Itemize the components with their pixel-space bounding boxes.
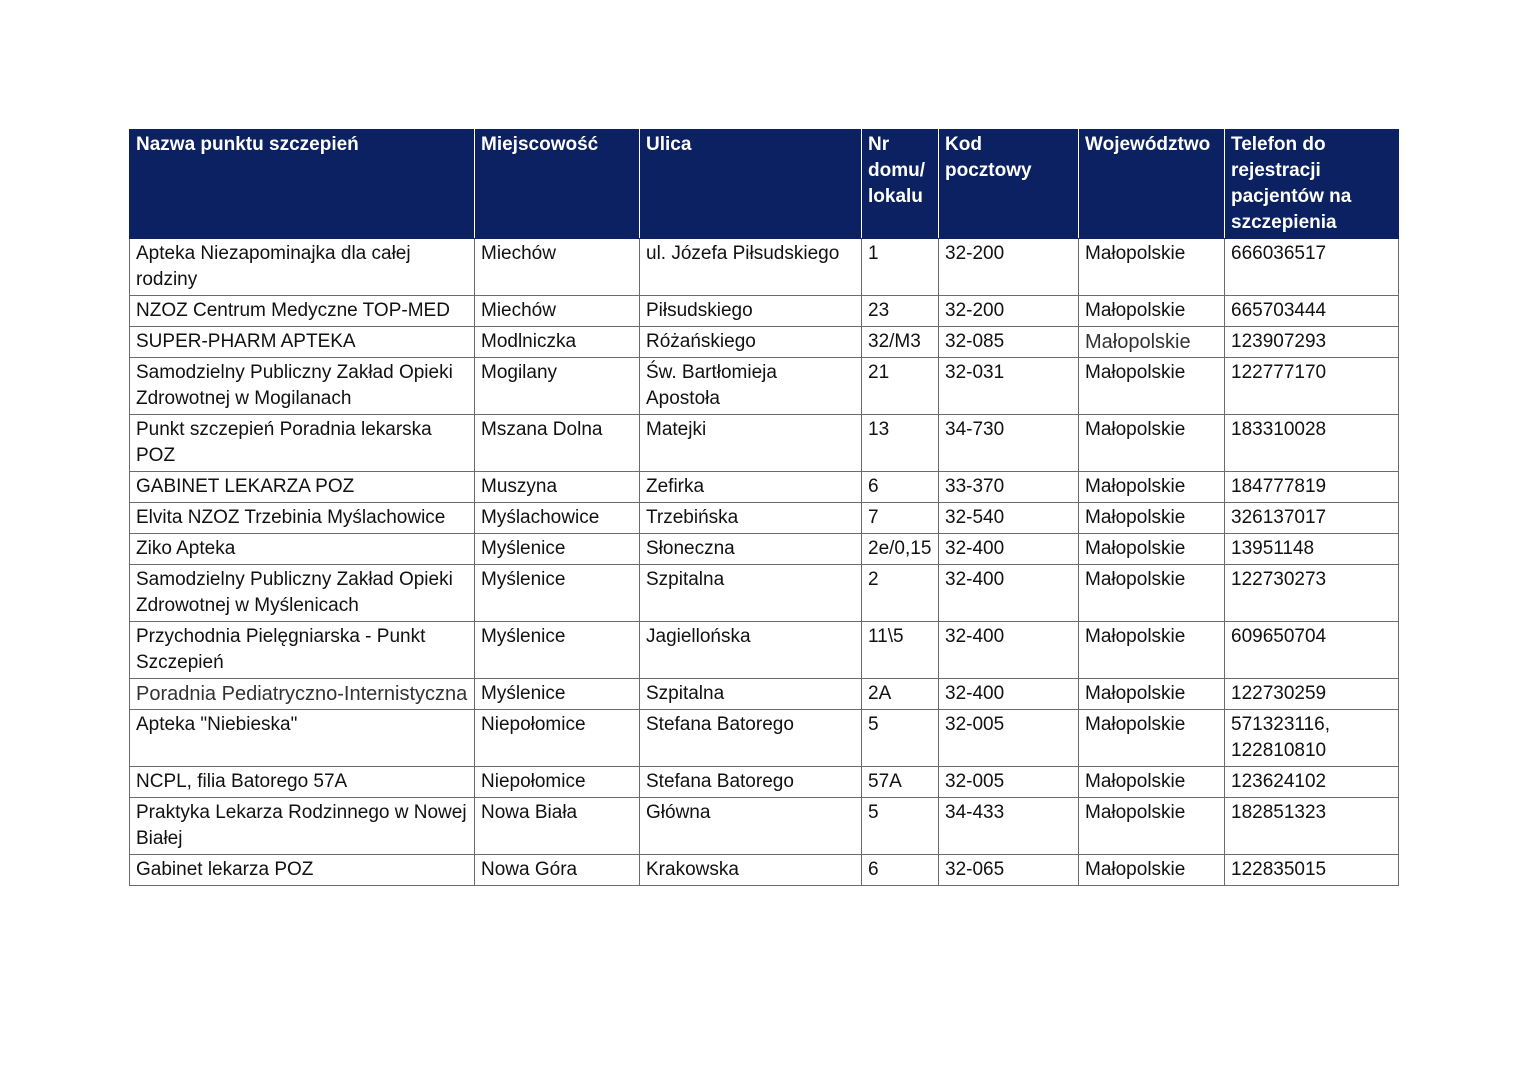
cell-town: Mszana Dolna	[475, 415, 640, 472]
header-row	[130, 130, 1399, 239]
table-row	[130, 710, 1399, 767]
cell-phone: 609650704	[1225, 622, 1399, 679]
cell-voivodeship: Małopolskie	[1079, 358, 1225, 415]
cell-town: Miechów	[475, 296, 640, 327]
cell-street: Matejki	[640, 415, 862, 472]
cell-voivodeship: Małopolskie	[1079, 503, 1225, 534]
cell-phone: 122730259	[1225, 679, 1399, 710]
cell-street: Różańskiego	[640, 327, 862, 358]
table-row	[130, 767, 1399, 798]
cell-house-number: 32/M3	[862, 327, 939, 358]
cell-postal-code: 32-540	[939, 503, 1079, 534]
table-row	[130, 239, 1399, 296]
cell-phone: 665703444	[1225, 296, 1399, 327]
table-row	[130, 415, 1399, 472]
cell-voivodeship: Małopolskie	[1079, 239, 1225, 296]
cell-phone: 182851323	[1225, 798, 1399, 855]
table-row	[130, 798, 1399, 855]
cell-house-number: 5	[862, 798, 939, 855]
cell-name: Ziko Apteka	[130, 534, 475, 565]
cell-house-number: 7	[862, 503, 939, 534]
cell-town: Mogilany	[475, 358, 640, 415]
cell-street: Św. Bartłomieja Apostoła	[640, 358, 862, 415]
cell-street: Stefana Batorego	[640, 710, 862, 767]
cell-street: Słoneczna	[640, 534, 862, 565]
cell-voivodeship: Małopolskie	[1079, 565, 1225, 622]
cell-house-number: 6	[862, 472, 939, 503]
table-row	[130, 358, 1399, 415]
cell-name: Samodzielny Publiczny Zakład Opieki Zdrowotnej w Mogilanach	[130, 358, 475, 415]
cell-phone: 13951148	[1225, 534, 1399, 565]
cell-voivodeship: Małopolskie	[1079, 855, 1225, 886]
cell-phone: 122777170	[1225, 358, 1399, 415]
cell-street: ul. Józefa Piłsudskiego	[640, 239, 862, 296]
cell-town: Miechów	[475, 239, 640, 296]
cell-postal-code: 34-433	[939, 798, 1079, 855]
cell-voivodeship: Małopolskie	[1079, 327, 1225, 358]
cell-town: Myślenice	[475, 622, 640, 679]
cell-house-number: 6	[862, 855, 939, 886]
cell-name: NCPL, filia Batorego 57A	[130, 767, 475, 798]
cell-postal-code: 32-400	[939, 565, 1079, 622]
cell-postal-code: 32-400	[939, 679, 1079, 710]
cell-house-number: 11\5	[862, 622, 939, 679]
cell-town: Muszyna	[475, 472, 640, 503]
cell-postal-code: 32-031	[939, 358, 1079, 415]
header-name: Nazwa punktu szczepień	[130, 130, 475, 239]
vaccination-sites-table	[129, 129, 1399, 886]
cell-name: Punkt szczepień Poradnia lekarska POZ	[130, 415, 475, 472]
cell-phone: 123907293	[1225, 327, 1399, 358]
cell-name: Przychodnia Pielęgniarska - Punkt Szczepień	[130, 622, 475, 679]
cell-house-number: 2e/0,15	[862, 534, 939, 565]
cell-town: Nowa Góra	[475, 855, 640, 886]
table-row	[130, 472, 1399, 503]
cell-phone: 571323116, 122810810	[1225, 710, 1399, 767]
cell-postal-code: 33-370	[939, 472, 1079, 503]
cell-house-number: 57A	[862, 767, 939, 798]
cell-house-number: 1	[862, 239, 939, 296]
cell-name: SUPER-PHARM APTEKA	[130, 327, 475, 358]
cell-voivodeship: Małopolskie	[1079, 679, 1225, 710]
cell-town: Nowa Biała	[475, 798, 640, 855]
cell-voivodeship: Małopolskie	[1079, 622, 1225, 679]
cell-postal-code: 32-200	[939, 296, 1079, 327]
cell-street: Jagiellońska	[640, 622, 862, 679]
cell-name: Samodzielny Publiczny Zakład Opieki Zdrowotnej w Myślenicach	[130, 565, 475, 622]
cell-street: Główna	[640, 798, 862, 855]
table-row	[130, 565, 1399, 622]
cell-name: NZOZ Centrum Medyczne TOP-MED	[130, 296, 475, 327]
cell-house-number: 13	[862, 415, 939, 472]
cell-voivodeship: Małopolskie	[1079, 415, 1225, 472]
cell-town: Myślenice	[475, 679, 640, 710]
cell-name: Elvita NZOZ Trzebinia Myślachowice	[130, 503, 475, 534]
cell-phone: 666036517	[1225, 239, 1399, 296]
cell-town: Niepołomice	[475, 767, 640, 798]
header-house-number: Nr domu/ lokalu	[862, 130, 939, 239]
cell-name: Praktyka Lekarza Rodzinnego w Nowej Białej	[130, 798, 475, 855]
cell-name: Apteka Niezapominajka dla całej rodziny	[130, 239, 475, 296]
cell-house-number: 2	[862, 565, 939, 622]
cell-postal-code: 34-730	[939, 415, 1079, 472]
cell-street: Piłsudskiego	[640, 296, 862, 327]
cell-phone: 184777819	[1225, 472, 1399, 503]
cell-postal-code: 32-400	[939, 622, 1079, 679]
cell-street: Szpitalna	[640, 565, 862, 622]
cell-voivodeship: Małopolskie	[1079, 296, 1225, 327]
cell-house-number: 2A	[862, 679, 939, 710]
cell-voivodeship: Małopolskie	[1079, 534, 1225, 565]
cell-voivodeship: Małopolskie	[1079, 798, 1225, 855]
table-row	[130, 503, 1399, 534]
cell-street: Zefirka	[640, 472, 862, 503]
cell-street: Szpitalna	[640, 679, 862, 710]
table-header	[130, 130, 1399, 239]
cell-phone: 123624102	[1225, 767, 1399, 798]
cell-phone: 183310028	[1225, 415, 1399, 472]
cell-house-number: 23	[862, 296, 939, 327]
cell-phone: 122835015	[1225, 855, 1399, 886]
cell-street: Krakowska	[640, 855, 862, 886]
cell-town: Myślenice	[475, 565, 640, 622]
table-row	[130, 296, 1399, 327]
cell-town: Niepołomice	[475, 710, 640, 767]
cell-name: GABINET LEKARZA POZ	[130, 472, 475, 503]
table-row	[130, 327, 1399, 358]
cell-town: Myślenice	[475, 534, 640, 565]
table-row	[130, 679, 1399, 710]
cell-voivodeship: Małopolskie	[1079, 710, 1225, 767]
cell-postal-code: 32-005	[939, 710, 1079, 767]
table-row	[130, 622, 1399, 679]
cell-postal-code: 32-400	[939, 534, 1079, 565]
header-town: Miejscowość	[475, 130, 640, 239]
table-row	[130, 534, 1399, 565]
table-body	[130, 239, 1399, 886]
cell-phone: 122730273	[1225, 565, 1399, 622]
cell-street: Stefana Batorego	[640, 767, 862, 798]
cell-name: Gabinet lekarza POZ	[130, 855, 475, 886]
header-postal-code: Kod pocztowy	[939, 130, 1079, 239]
cell-voivodeship: Małopolskie	[1079, 472, 1225, 503]
cell-postal-code: 32-065	[939, 855, 1079, 886]
cell-town: Myślachowice	[475, 503, 640, 534]
header-voivodeship: Województwo	[1079, 130, 1225, 239]
cell-town: Modlniczka	[475, 327, 640, 358]
cell-phone: 326137017	[1225, 503, 1399, 534]
cell-voivodeship: Małopolskie	[1079, 767, 1225, 798]
cell-postal-code: 32-085	[939, 327, 1079, 358]
table-row	[130, 855, 1399, 886]
cell-house-number: 21	[862, 358, 939, 415]
cell-name: Poradnia Pediatryczno-Internistyczna	[130, 679, 475, 710]
header-phone: Telefon do rejestracji pacjentów na szczepienia	[1225, 130, 1399, 239]
cell-name: Apteka "Niebieska"	[130, 710, 475, 767]
cell-postal-code: 32-005	[939, 767, 1079, 798]
cell-street: Trzebińska	[640, 503, 862, 534]
cell-house-number: 5	[862, 710, 939, 767]
cell-postal-code: 32-200	[939, 239, 1079, 296]
header-street: Ulica	[640, 130, 862, 239]
